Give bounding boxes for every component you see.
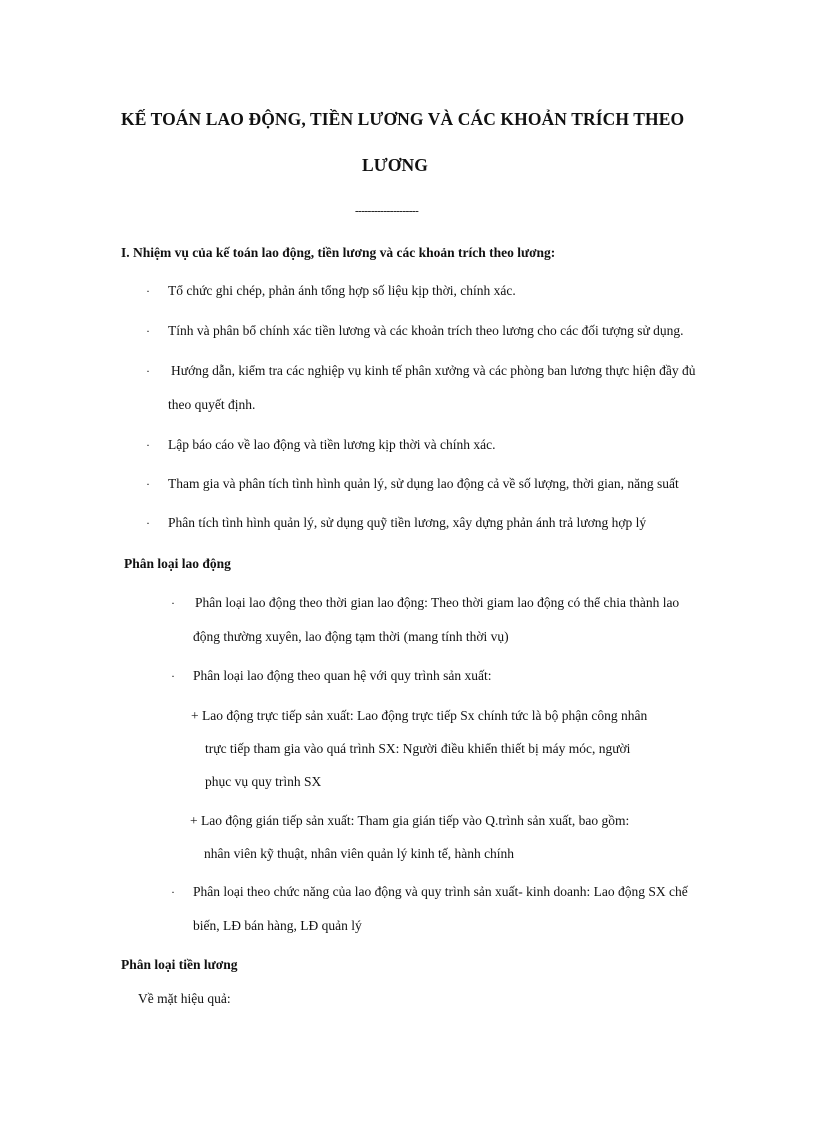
section2-subitem-direct-cont1: trực tiếp tham gia vào quá trình SX: Người điều khiển thiết bị máy móc, người xyxy=(205,741,631,756)
section2-heading: Phân loại lao động xyxy=(124,556,231,571)
section1-item-4: Lập báo cáo về lao động và tiền lương kịp thời và chính xác. xyxy=(168,437,496,452)
section1-item-6: Phân tích tình hình quản lý, sử dụng quỹ tiền lương, xây dựng phản ánh trả lương hợp lý xyxy=(168,515,647,530)
section1-item-2: Tính và phân bổ chính xác tiền lương và các khoản trích theo lương cho các đối tượng sử dụng. xyxy=(168,323,684,338)
bullet: · xyxy=(146,516,150,530)
bullet: · xyxy=(146,477,150,491)
document-title-line1: KẾ TOÁN LAO ĐỘNG, TIỀN LƯƠNG VÀ CÁC KHOẢN TRÍCH THEO xyxy=(121,109,685,129)
bullet: · xyxy=(171,596,175,610)
section2-item-3: Phân loại theo chức năng của lao động và quy trình sản xuất- kinh doanh: Lao động SX chế xyxy=(193,884,688,899)
section1-item-5: Tham gia và phân tích tình hình quản lý, sử dụng lao động cả về số lượng, thời gian, năng suất xyxy=(168,476,679,491)
section2-subitem-direct-cont2: phục vụ quy trình SX xyxy=(205,774,322,789)
bullet: · xyxy=(146,324,150,338)
section1-heading: I. Nhiệm vụ của kế toán lao động, tiền lương và các khoản trích theo lương: xyxy=(121,245,556,260)
section3-heading: Phân loại tiền lương xyxy=(121,957,238,972)
section1-item-1: Tổ chức ghi chép, phản ánh tổng hợp số liệu kịp thời, chính xác. xyxy=(168,283,516,298)
section2-item-2: Phân loại lao động theo quan hệ với quy trình sản xuất: xyxy=(193,668,492,683)
section1-item-3: Hướng dẫn, kiểm tra các nghiệp vụ kinh tế phân xưởng và các phòng ban lương thực hiện đầy đủ xyxy=(171,363,696,378)
section2-subitem-indirect: + Lao động gián tiếp sản xuất: Tham gia gián tiếp vào Q.trình sản xuất, bao gồm: xyxy=(190,813,630,828)
section2-item-3-cont: biến, LĐ bán hàng, LĐ quản lý xyxy=(193,918,362,933)
bullet: · xyxy=(171,885,175,899)
bullet: · xyxy=(146,364,150,378)
title-separator: -------------------- xyxy=(355,205,419,217)
section2-item-1-cont: động thường xuyên, lao động tạm thời (mang tính thời vụ) xyxy=(193,629,509,644)
section1-item-3-cont: theo quyết định. xyxy=(168,397,256,412)
section2-item-1: Phân loại lao động theo thời gian lao động: Theo thời giam lao động có thể chia thành lao xyxy=(195,595,680,610)
section2-subitem-direct: + Lao động trực tiếp sản xuất: Lao động trực tiếp Sx chính tức là bộ phận công nhân xyxy=(191,708,648,723)
section3-intro: Về mặt hiệu quả: xyxy=(138,991,231,1006)
bullet: · xyxy=(146,284,150,298)
section2-subitem-indirect-cont: nhân viên kỹ thuật, nhân viên quản lý kinh tế, hành chính xyxy=(204,846,515,861)
bullet: · xyxy=(171,669,175,683)
bullet: · xyxy=(146,438,150,452)
document-title-line2: LƯƠNG xyxy=(362,155,428,175)
